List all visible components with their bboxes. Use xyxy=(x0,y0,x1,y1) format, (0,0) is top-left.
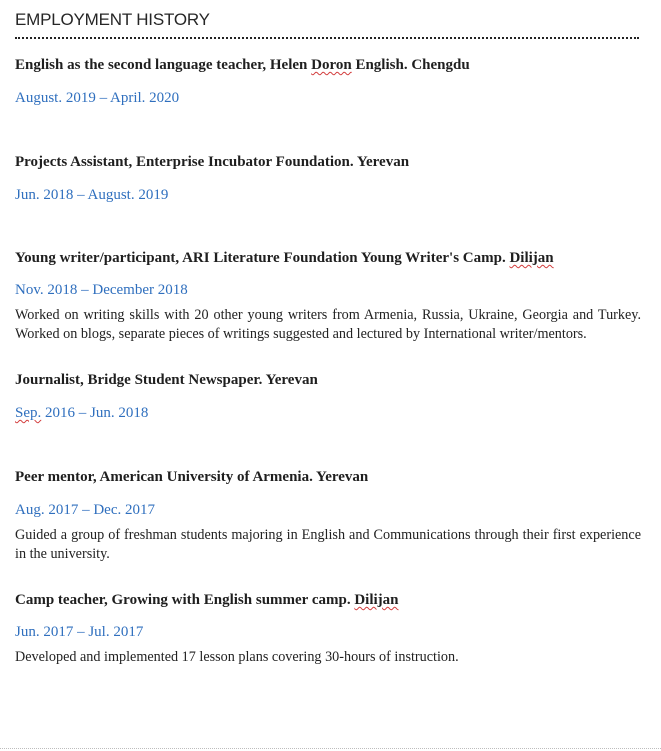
job-dates: Jun. 2017 – Jul. 2017 xyxy=(15,624,144,640)
job-title-text: Young writer/participant, ARI Literature Foundation Young Writer's Camp. xyxy=(15,250,510,266)
spellcheck-flagged-word: Dilijan xyxy=(509,250,554,266)
job-dates: Nov. 2018 – December 2018 xyxy=(15,282,188,298)
job-entry-esl-teacher xyxy=(15,56,641,107)
job-description: Worked on writing skills with 20 other young writers from Armenia, Russia, Ukraine, Georgia and Turkey. Worked on blogs, separate pieces of writings suggested and lectured by International writer/mentors. xyxy=(15,307,641,342)
job-title xyxy=(15,249,641,267)
job-entry-projects-assistant xyxy=(15,153,641,204)
job-dates: Aug. 2017 – Dec. 2017 xyxy=(15,502,155,518)
spellcheck-flagged-word: Doron xyxy=(311,57,352,73)
job-entry-journalist xyxy=(15,371,641,422)
job-entry-peer-mentor xyxy=(15,468,641,563)
spellcheck-flagged-word: Dilijan xyxy=(354,592,399,608)
job-title-text: English. Chengdu xyxy=(351,57,470,73)
job-entry-young-writer xyxy=(15,249,641,343)
job-dates xyxy=(15,404,641,422)
spellcheck-flagged-word: Sep. xyxy=(15,405,42,421)
page-bottom-divider xyxy=(0,748,661,750)
job-dates: Jun. 2018 – August. 2019 xyxy=(15,187,169,203)
job-description: Developed and implemented 17 lesson plans covering 30-hours of instruction. xyxy=(15,649,459,665)
job-title-text: Camp teacher, Growing with English summer camp. xyxy=(15,592,355,608)
section-heading: EMPLOYMENT HISTORY xyxy=(15,9,639,39)
job-title: Peer mentor, American University of Armenia. Yerevan xyxy=(15,469,369,485)
job-title: Projects Assistant, Enterprise Incubator Foundation. Yerevan xyxy=(15,154,410,170)
job-dates: August. 2019 – April. 2020 xyxy=(15,90,180,106)
job-title xyxy=(15,591,641,609)
job-title xyxy=(15,56,641,74)
job-entry-camp-teacher xyxy=(15,591,641,667)
job-title-text: English as the second language teacher, Helen xyxy=(15,57,312,73)
job-description: Guided a group of freshman students majoring in English and Communications through their first experience in the university. xyxy=(15,527,641,562)
job-title: Journalist, Bridge Student Newspaper. Yerevan xyxy=(15,372,318,388)
resume-page xyxy=(15,0,641,751)
job-dates-text: 2016 – Jun. 2018 xyxy=(41,405,149,421)
